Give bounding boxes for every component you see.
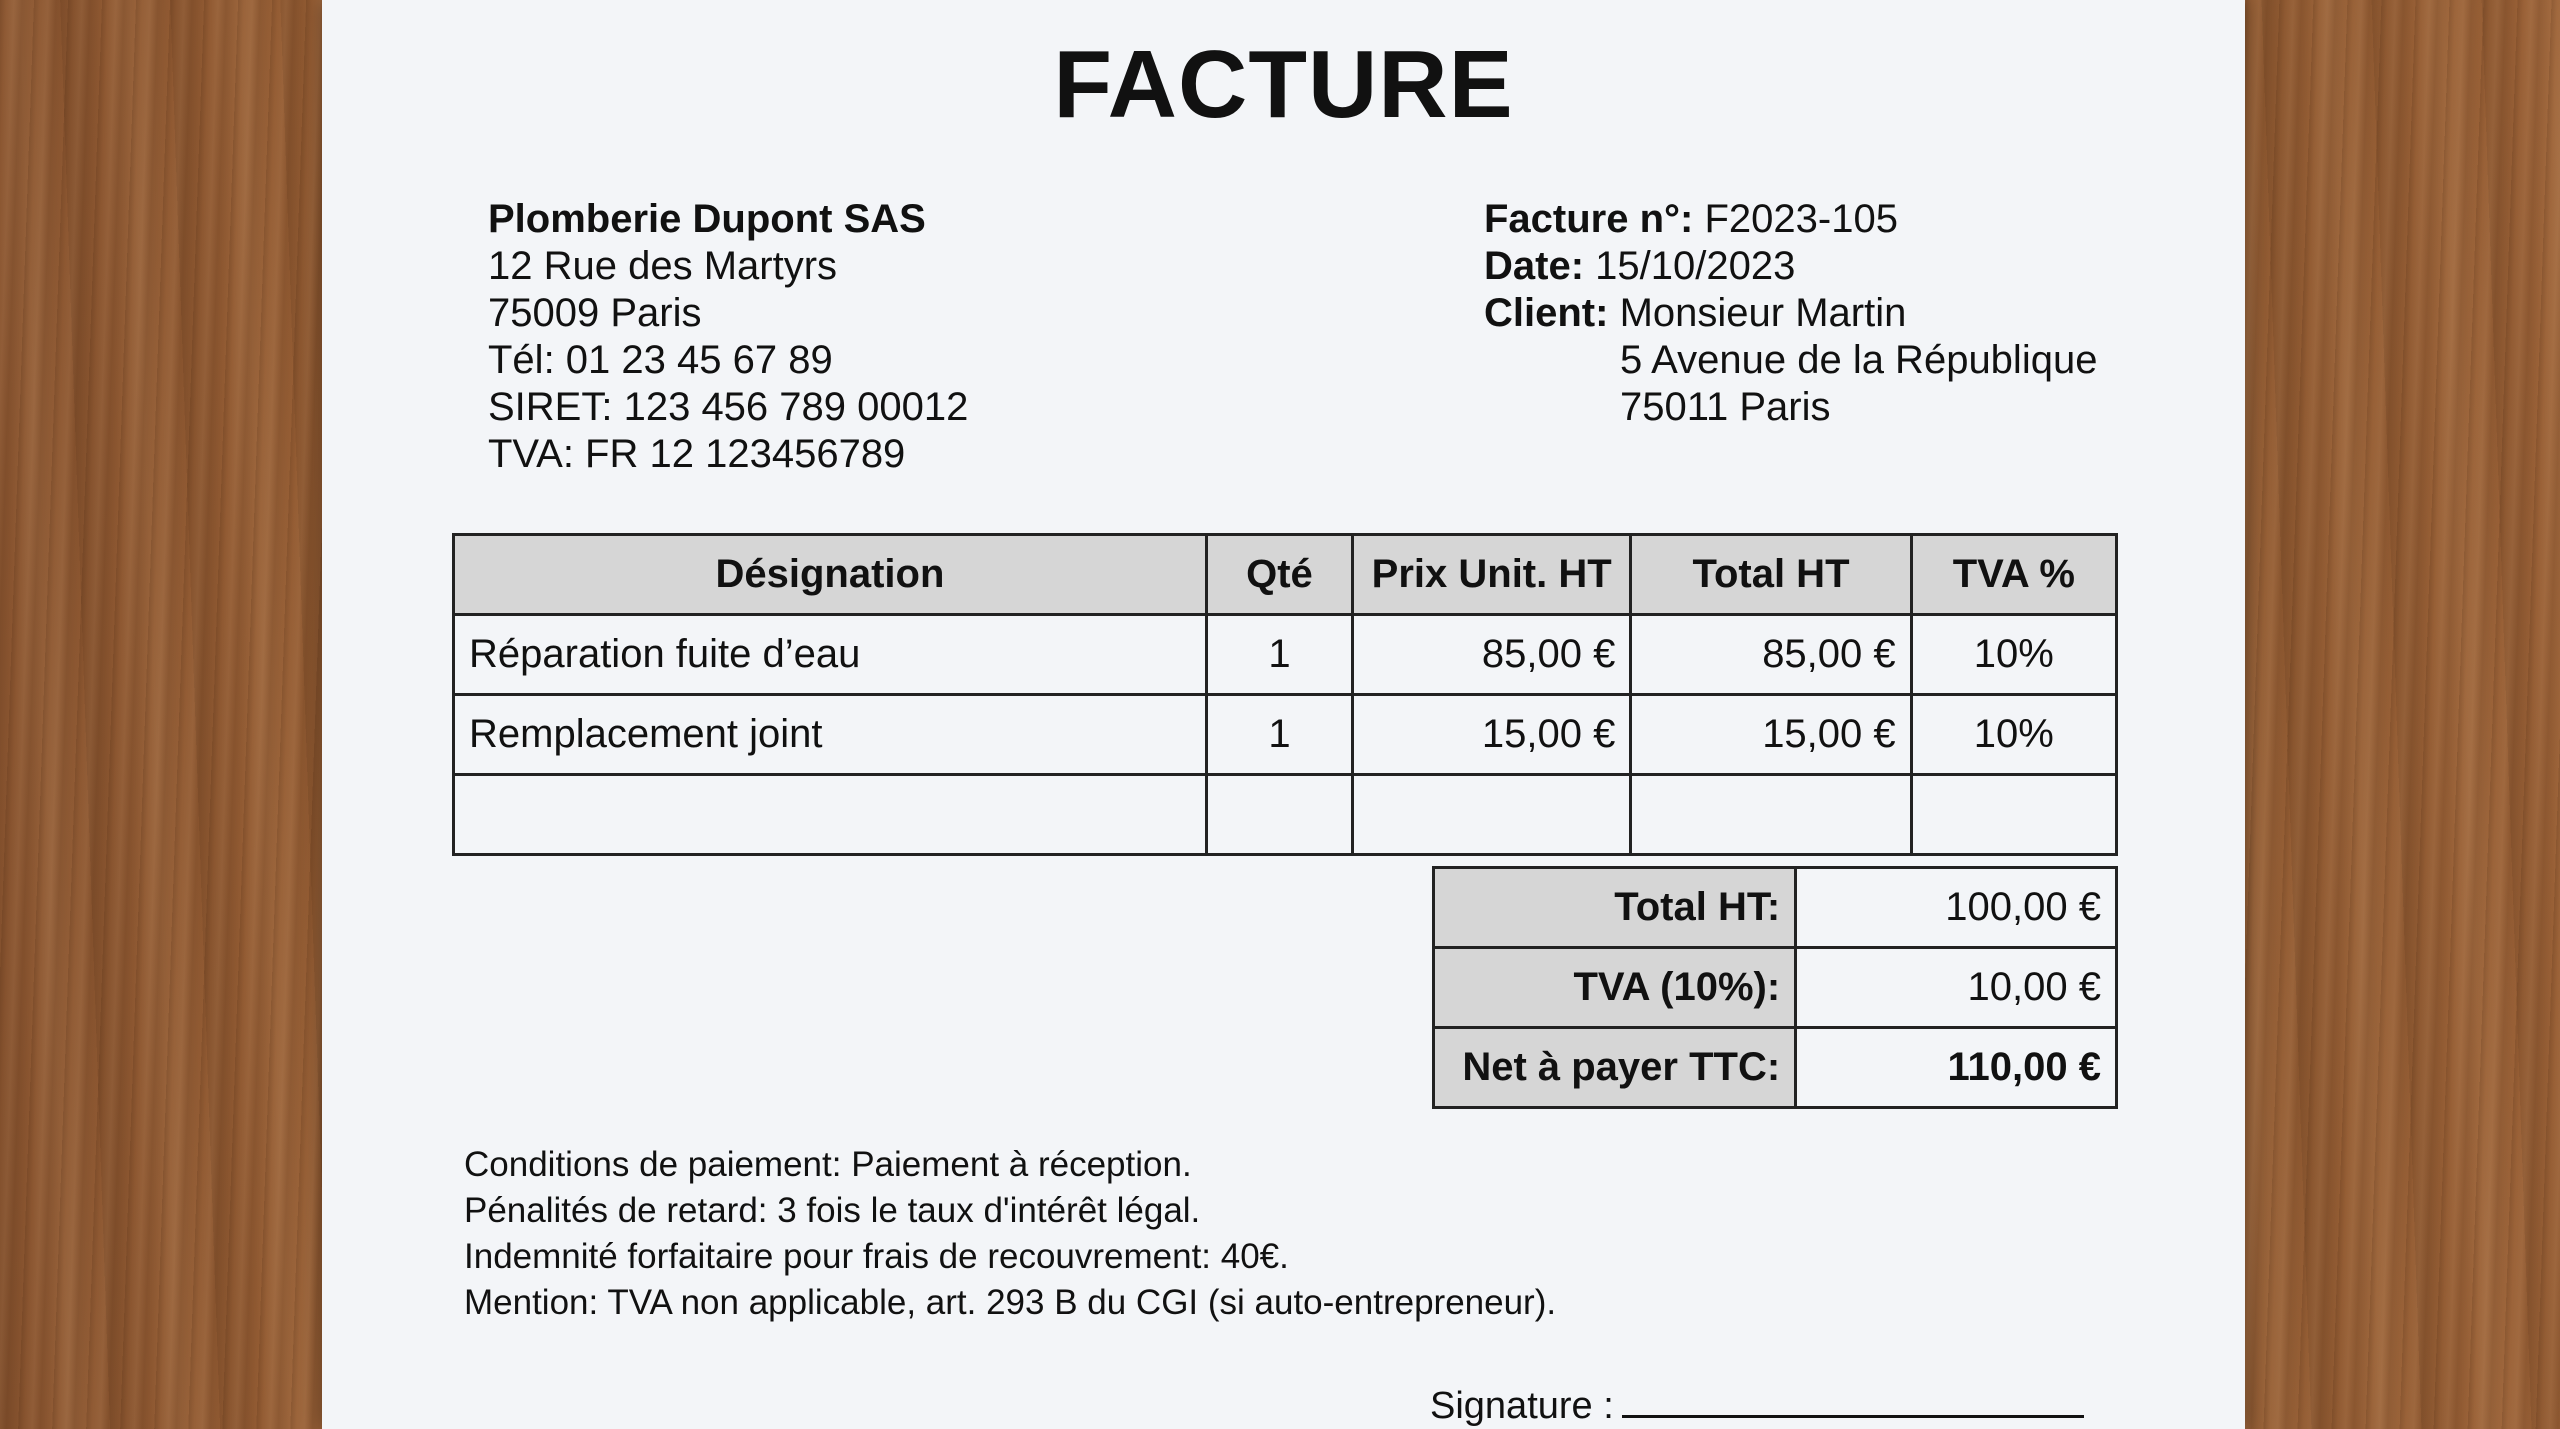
cell-unit-price [1353, 775, 1631, 855]
tva-amount-row [1434, 948, 2117, 1028]
client-name: Monsieur Martin [1619, 291, 1907, 335]
invoice-title: FACTURE [1053, 31, 1514, 138]
items-table [452, 533, 2118, 856]
invoice-date-line [1484, 243, 2097, 290]
signature-label: Signature : [1430, 1385, 1614, 1427]
client-line [1484, 290, 2097, 337]
client-city: 75011 Paris [1620, 385, 1831, 429]
net-to-pay-label: Net à payer TTC: [1434, 1028, 1796, 1108]
cell-designation: Réparation fuite d’eau [454, 615, 1207, 695]
invoice-number-line [1484, 196, 2097, 243]
company-city: 75009 Paris [488, 291, 702, 335]
client-label: Client: [1484, 291, 1609, 335]
net-to-pay-row [1434, 1028, 2117, 1108]
header-quantity: Qté [1206, 535, 1352, 615]
tva-amount-label: TVA (10%): [1434, 948, 1796, 1028]
header-designation: Désignation [454, 535, 1207, 615]
cell-unit-price: 15,00 € [1353, 695, 1631, 775]
cell-tva-rate: 10% [1911, 615, 2116, 695]
condition-line: Indemnité forfaitaire pour frais de recouvrement: 40€. [464, 1237, 1289, 1276]
total-ht-row [1434, 868, 2117, 948]
header-tva-rate: TVA % [1911, 535, 2116, 615]
cell-total-ht: 15,00 € [1631, 695, 1911, 775]
wood-table-background-left [0, 0, 322, 1429]
cell-total-ht [1631, 775, 1911, 855]
cell-tva-rate: 10% [1911, 695, 2116, 775]
invoice-date: 15/10/2023 [1595, 244, 1796, 288]
items-table-header [454, 535, 2117, 615]
header-total-ht: Total HT [1631, 535, 1911, 615]
company-street: 12 Rue des Martyrs [488, 244, 838, 288]
condition-line: Pénalités de retard: 3 fois le taux d'intérêt légal. [464, 1191, 1201, 1230]
invoice-number: F2023-105 [1704, 197, 1898, 241]
cell-unit-price: 85,00 € [1353, 615, 1631, 695]
tva-amount-value: 10,00 € [1796, 948, 2117, 1028]
total-ht-value: 100,00 € [1796, 868, 2117, 948]
wood-table-background-right [2245, 0, 2560, 1429]
cell-quantity [1206, 775, 1352, 855]
invoice-number-label: Facture n°: [1484, 197, 1694, 241]
cell-designation: Remplacement joint [454, 695, 1207, 775]
total-ht-label: Total HT: [1434, 868, 1796, 948]
condition-line: Mention: TVA non applicable, art. 293 B du CGI (si auto-entrepreneur). [464, 1283, 1557, 1322]
table-row [454, 615, 2117, 695]
company-name: Plomberie Dupont SAS [488, 197, 926, 241]
invoice-paper [322, 0, 2245, 1429]
cell-quantity: 1 [1206, 695, 1352, 775]
cell-quantity: 1 [1206, 615, 1352, 695]
invoice-meta [1484, 196, 2097, 431]
client-street: 5 Avenue de la République [1620, 338, 2098, 382]
cell-total-ht: 85,00 € [1631, 615, 1911, 695]
payment-conditions [464, 1142, 1556, 1326]
company-siret: SIRET: 123 456 789 00012 [488, 385, 969, 429]
signature-area [1430, 1377, 2084, 1429]
cell-designation [454, 775, 1207, 855]
net-to-pay-value: 110,00 € [1796, 1028, 2117, 1108]
company-tva: TVA: FR 12 123456789 [488, 432, 906, 476]
totals-table [1432, 866, 2118, 1109]
table-row [454, 695, 2117, 775]
condition-line: Conditions de paiement: Paiement à réception. [464, 1145, 1192, 1184]
company-phone: Tél: 01 23 45 67 89 [488, 338, 833, 382]
signature-line [1622, 1377, 2084, 1418]
table-row-empty [454, 775, 2117, 855]
invoice-date-label: Date: [1484, 244, 1585, 288]
header-unit-price: Prix Unit. HT [1353, 535, 1631, 615]
cell-tva-rate [1911, 775, 2116, 855]
company-info [488, 196, 968, 478]
